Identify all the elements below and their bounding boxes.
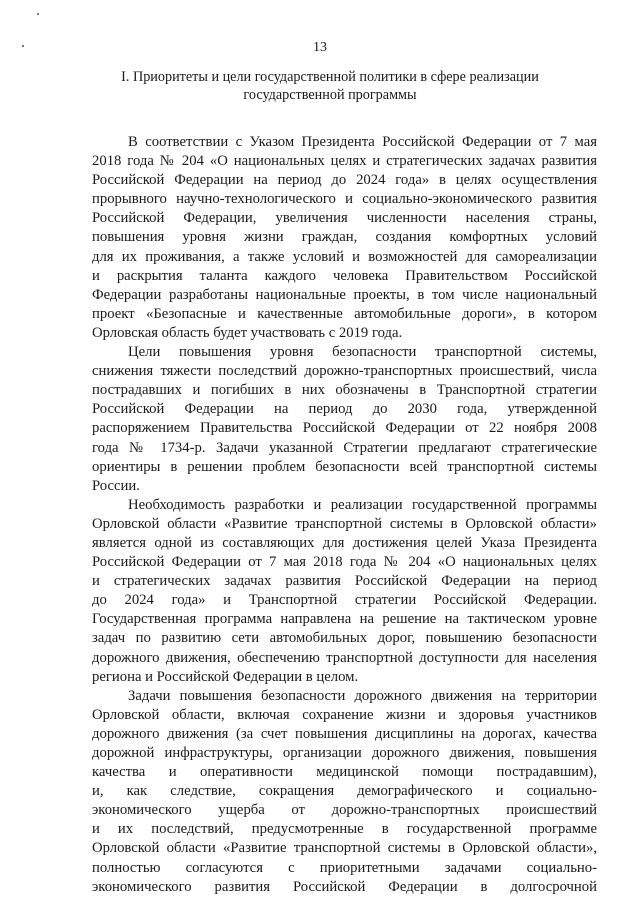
text-line: года № 1734-р. Задачи указанной Стратегии предлагают стратегические — [92, 439, 597, 456]
paragraph-4 — [92, 687, 597, 897]
text-line: ориентиры в решении проблем безопасности всей транспортной системы — [92, 458, 597, 475]
text-line: распоряжением Правительства Российской Федерации от 22 ноября 2008 — [92, 420, 597, 437]
text-line: и стратегических задачах развития Российской Федерации на период — [92, 573, 597, 590]
section-title-line-2: государственной программы — [243, 87, 417, 103]
text-line: региона и Российской Федерации в целом. — [92, 668, 359, 685]
text-line: и их последствий, предусмотренные в государственной программе — [92, 821, 597, 838]
text-line: экономического развития Российской Федерации в долгосрочной — [92, 878, 597, 895]
text-line: задач по развитию сети автомобильных дорог, повышению безопасности — [92, 630, 597, 647]
text-line: проект «Безопасные и качественные автомобильные дороги», в котором — [92, 305, 597, 322]
text-line: для их проживания, а также условий и возможностей для самореализации — [92, 248, 597, 265]
text-line: и раскрытия таланта каждого человека Правительством Российской — [92, 267, 597, 284]
text-line: Цели повышения уровня безопасности транспортной системы, — [128, 344, 597, 361]
text-line: качества и оперативности медицинской помощи пострадавшим), — [92, 764, 597, 781]
section-title — [95, 68, 565, 104]
document-body — [92, 133, 597, 897]
text-line: Орловская область будет участвовать с 2019 года. — [92, 324, 403, 341]
text-line: дорожной инфраструктуры, организации дорожного движения, повышения — [92, 745, 597, 761]
text-line: Государственная программа направлена на решение на тактическом уровне — [92, 611, 597, 628]
text-line: является одной из составляющих для достижения целей Указа Президента — [92, 534, 597, 551]
text-line: пострадавших и погибших в них обозначены в Транспортной стратегии — [92, 382, 597, 399]
text-line: Задачи повышения безопасности дорожного движения на территории — [128, 687, 597, 704]
section-title-line-1: I. Приоритеты и цели государственной политики в сфере реализации — [121, 69, 539, 85]
text-line: снижения тяжести последствий дорожно-транспортных происшествий, числа — [92, 363, 597, 380]
text-line: повышения уровня жизни граждан, создания комфортных условий — [92, 229, 597, 246]
text-line: Федерации разработаны национальные проекты, в том числе национальный — [92, 286, 597, 303]
paragraph-2 — [92, 343, 597, 496]
paragraph-3 — [92, 496, 597, 687]
text-line: дорожного движения, обеспечению транспортной доступности для населения — [92, 649, 597, 666]
text-line: В соответствии с Указом Президента Российской Федерации от 7 мая — [128, 134, 597, 150]
text-line: прорывного научно-технологического и социально-экономического развития — [92, 191, 597, 208]
text-line: Необходимость разработки и реализации государственной программы — [128, 496, 597, 513]
text-line: до 2024 года» и Транспортной стратегии Российской Федерации. — [92, 592, 597, 609]
text-line: Российской Федерации от 7 мая 2018 года № 204 «О национальных целях — [92, 554, 597, 571]
text-line: 2018 года № 204 «О национальных целях и стратегических задачах развития — [92, 153, 597, 170]
text-line: Орловской области, включая сохранение жизни и здоровья участников — [92, 706, 597, 723]
text-line: России. — [92, 477, 140, 494]
text-line: Российской Федерации на период до 2024 года» в целях осуществления — [92, 172, 597, 189]
text-line: экономического ущерба от дорожно-транспортных происшествий — [92, 802, 597, 819]
text-line: дорожного движения (за счет повышения дисциплины на дорогах, качества — [92, 725, 597, 742]
text-line: и, как следствие, сокращения демографического и социально- — [92, 783, 597, 800]
text-line: Российской Федерации на период до 2030 года, утвержденной — [92, 401, 597, 418]
text-line: Российской Федерации, увеличения численности населения страны, — [92, 210, 597, 227]
text-line: полностью согласуются с приоритетными задачами социально- — [92, 859, 597, 876]
text-line: Орловской области «Развитие транспортной системы в Орловской области», — [92, 840, 597, 857]
paragraph-1 — [92, 133, 597, 343]
scan-speck — [37, 13, 39, 15]
page-number: 13 — [313, 40, 327, 55]
text-line: Орловской области «Развитие транспортной системы в Орловской области» — [92, 515, 597, 532]
